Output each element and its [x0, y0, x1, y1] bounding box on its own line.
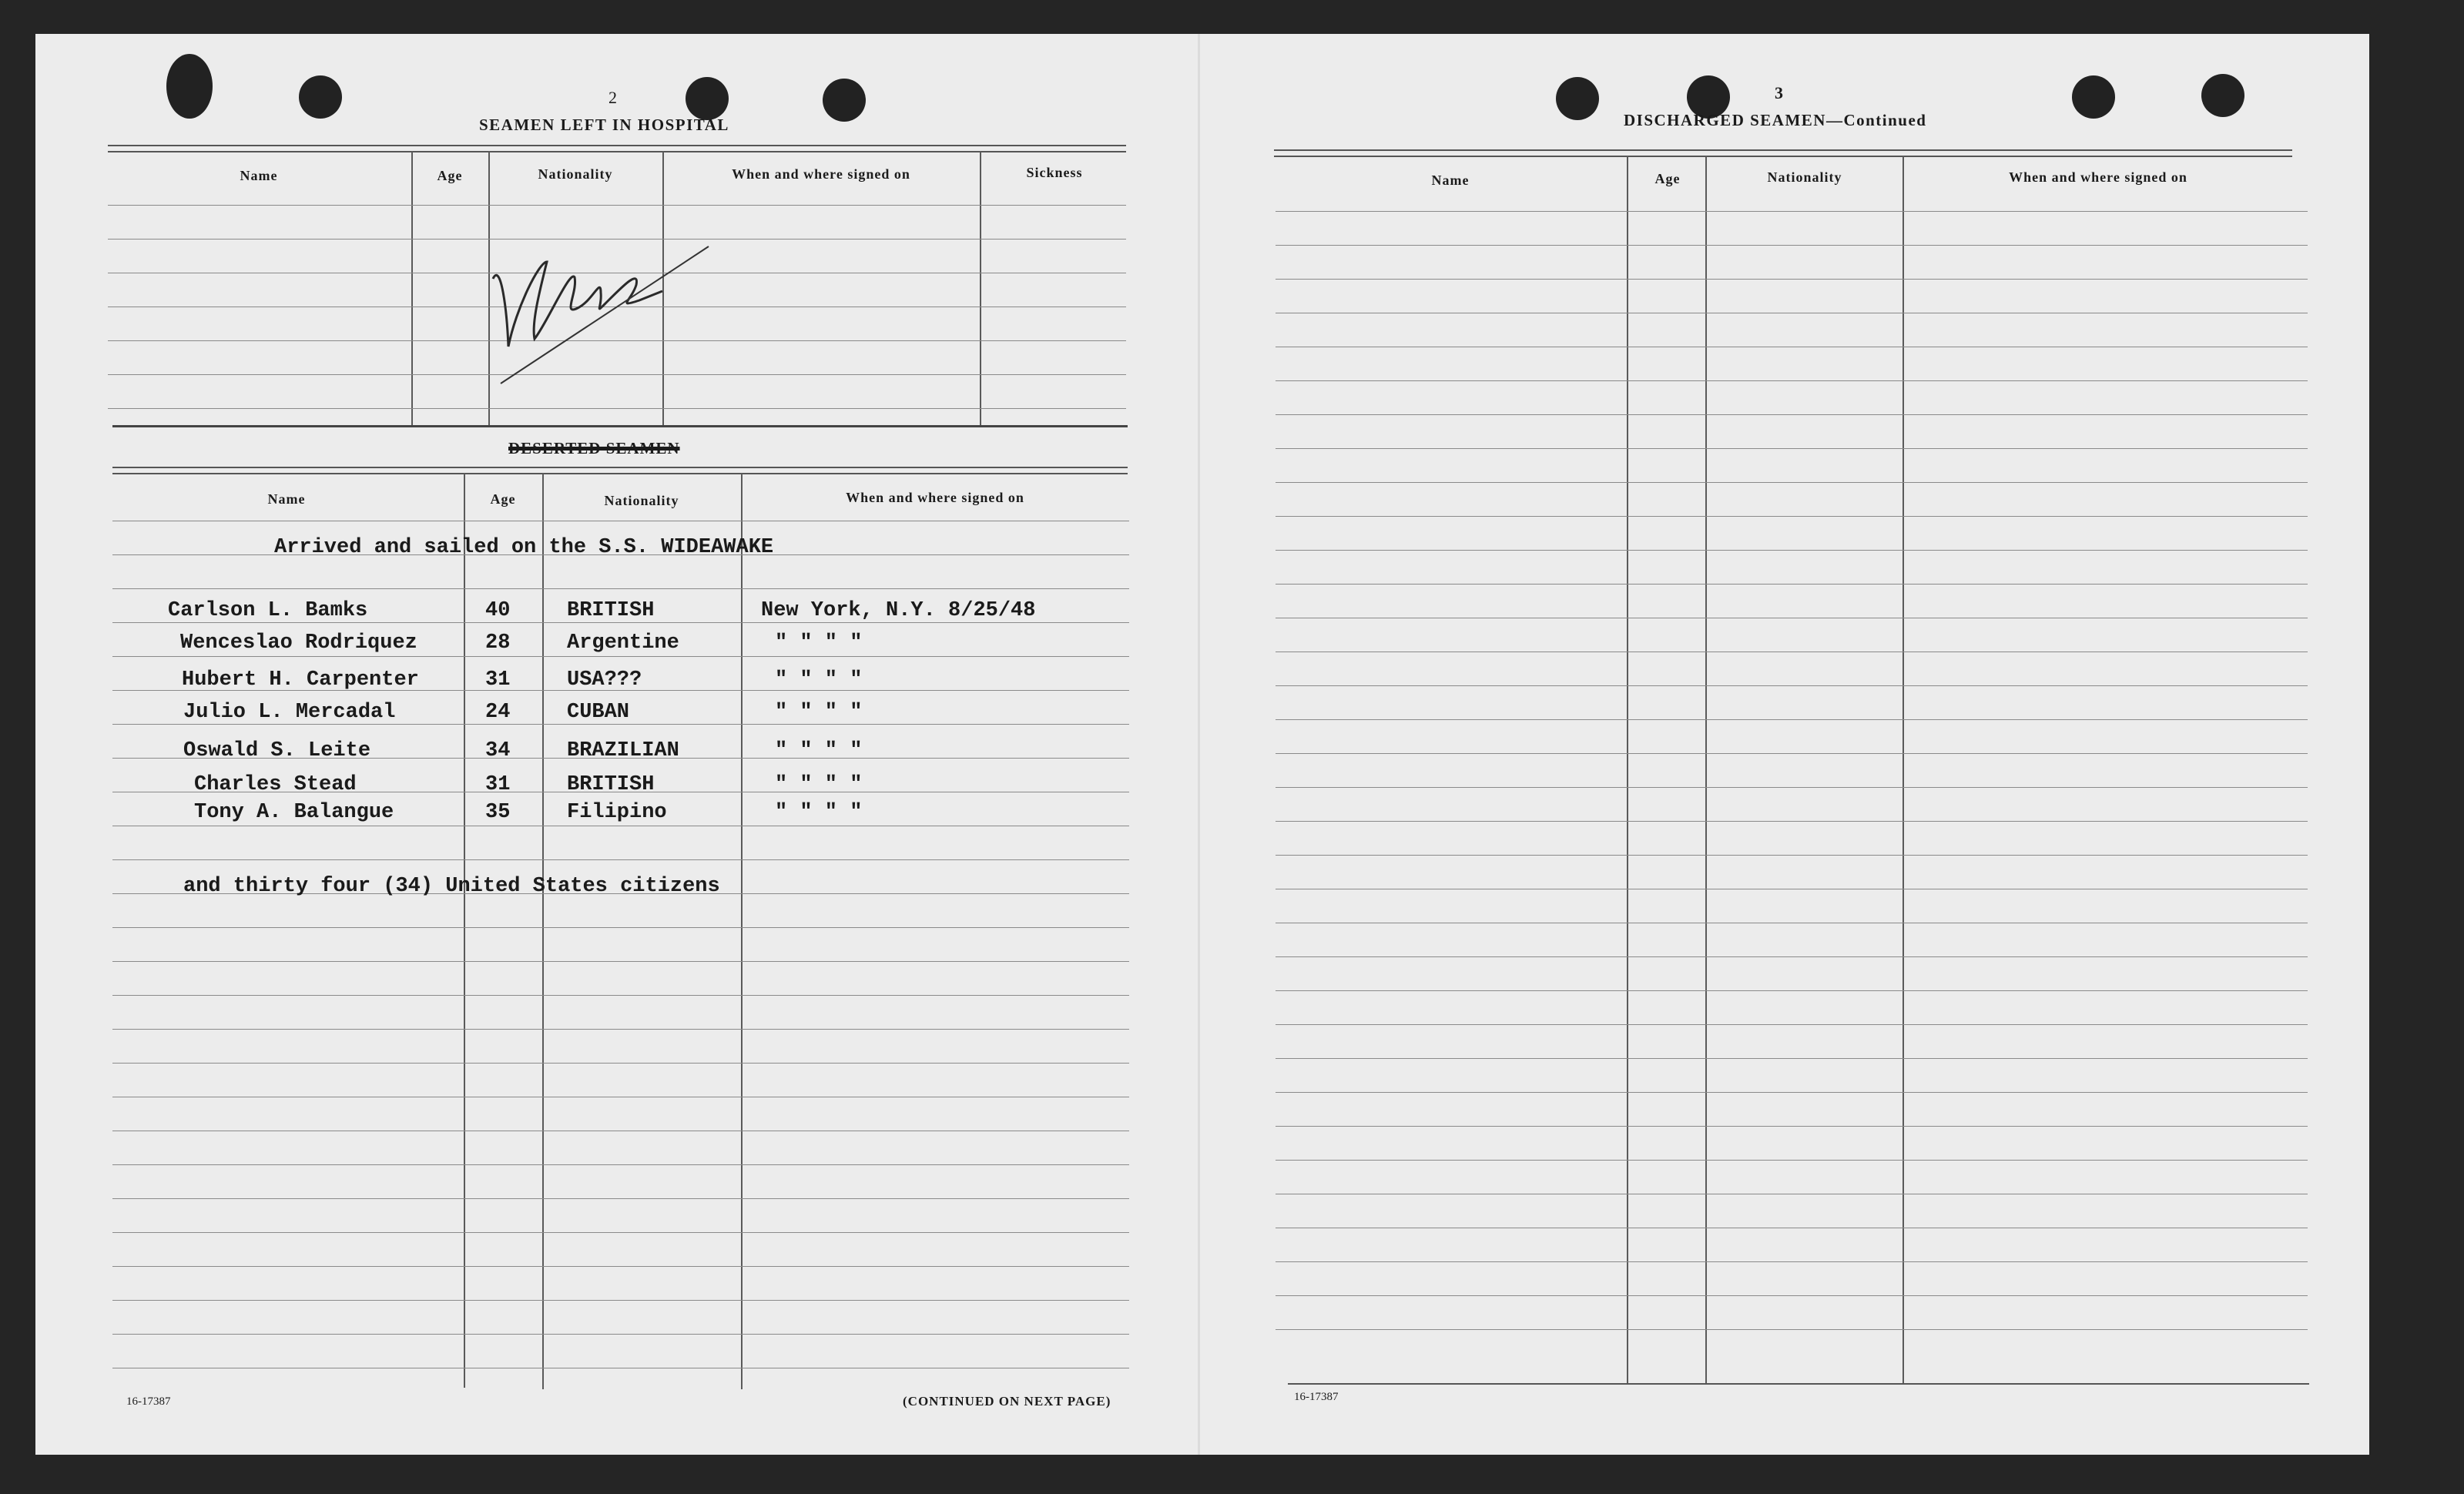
- ruled-line: [112, 1232, 1129, 1233]
- discharged-col-age: Age: [1654, 171, 1681, 186]
- hospital-col-sickness: Sickness: [1026, 165, 1083, 180]
- ruled-line: [1276, 787, 2308, 788]
- ruled-line: [1276, 956, 2308, 957]
- ruled-line: [1276, 719, 2308, 720]
- deserted-rule: [112, 467, 1128, 468]
- deserted-row-nationality: BRITISH: [567, 599, 655, 622]
- discharged-col-divider: [1902, 156, 1904, 1385]
- form-sheet: [35, 34, 2369, 1455]
- discharged-col-divider: [1705, 156, 1707, 1383]
- ruled-line: [1276, 1160, 2308, 1161]
- ruled-line: [1276, 414, 2308, 415]
- ruled-line: [108, 408, 1126, 409]
- punch-hole: [686, 77, 729, 120]
- deserted-row-nationality: Filipino: [567, 801, 667, 824]
- hospital-col-signed: When and where signed on: [732, 166, 910, 182]
- hospital-col-nationality: Nationality: [538, 166, 613, 182]
- ruled-line: [112, 1029, 1129, 1030]
- ruled-line: [1276, 482, 2308, 483]
- hospital-top-rule-2: [108, 151, 1126, 152]
- discharged-col-nationality: Nationality: [1767, 169, 1842, 185]
- ruled-line: [1276, 448, 2308, 449]
- hospital-col-divider: [411, 151, 413, 427]
- ruled-line: [112, 1164, 1129, 1165]
- deserted-row-signed: " " " ": [775, 701, 863, 724]
- ruled-line: [108, 205, 1126, 206]
- deserted-col-signed: When and where signed on: [846, 490, 1024, 505]
- ruled-line: [1276, 1261, 2308, 1262]
- deserted-row-name: Wenceslao Rodriquez: [180, 631, 417, 655]
- deserted-row-nationality: USA???: [567, 668, 642, 692]
- deserted-col-divider: [741, 473, 743, 1389]
- punch-hole: [2072, 75, 2115, 119]
- discharged-col-name: Name: [1431, 173, 1470, 188]
- deserted-row-name: Charles Stead: [194, 773, 357, 796]
- ruled-line: [1276, 245, 2308, 246]
- punch-hole: [1556, 77, 1599, 120]
- deserted-row-nationality: BRITISH: [567, 773, 655, 796]
- ruled-line: [1276, 1024, 2308, 1025]
- deserted-row-signed: " " " ": [775, 773, 863, 796]
- punch-hole: [2201, 74, 2244, 117]
- ruled-line: [112, 1300, 1129, 1301]
- deserted-top-rule: [112, 425, 1128, 427]
- ruled-line: [112, 588, 1129, 589]
- deserted-row-nationality: CUBAN: [567, 701, 630, 724]
- deserted-col-divider: [542, 473, 544, 1389]
- deserted-row-name: Hubert H. Carpenter: [182, 668, 419, 692]
- deserted-heading: DESERTED SEAMEN: [508, 439, 680, 457]
- discharged-bottom-rule: [1288, 1383, 2309, 1385]
- discharged-top-rule: [1274, 149, 2292, 151]
- ruled-line: [112, 724, 1129, 725]
- deserted-row-signed: New York, N.Y. 8/25/48: [761, 599, 1036, 622]
- hospital-heading: SEAMEN LEFT IN HOSPITAL: [479, 116, 729, 134]
- ruled-line: [112, 1266, 1129, 1267]
- hospital-top-rule: [108, 145, 1126, 146]
- ruled-line: [1276, 211, 2308, 212]
- ruled-line: [1276, 990, 2308, 991]
- left-form-code: 16-17387: [126, 1395, 171, 1408]
- deserted-row-signed: " " " ": [775, 801, 863, 824]
- ruled-line: [112, 961, 1129, 962]
- deserted-row-name: Carlson L. Bamks: [168, 599, 368, 622]
- ruled-line: [112, 995, 1129, 996]
- deserted-row-age: 24: [485, 701, 511, 724]
- deserted-closing: and thirty four (34) United States citizens: [183, 875, 720, 898]
- ruled-line: [112, 1063, 1129, 1064]
- deserted-row-age: 31: [485, 668, 511, 692]
- page-number-left: 2: [608, 88, 618, 107]
- ruled-line: [1276, 584, 2308, 585]
- ruled-line: [112, 859, 1129, 860]
- ruled-line: [1276, 1329, 2308, 1330]
- punch-hole: [823, 79, 866, 122]
- ruled-line: [112, 927, 1129, 928]
- ruled-line: [1276, 516, 2308, 517]
- ruled-line: [1276, 1126, 2308, 1127]
- deserted-row-age: 28: [485, 631, 511, 655]
- deserted-row-name: Julio L. Mercadal: [183, 701, 396, 724]
- deserted-row-nationality: Argentine: [567, 631, 679, 655]
- ruled-line: [1276, 1295, 2308, 1296]
- ruled-line: [112, 1198, 1129, 1199]
- deserted-row-age: 35: [485, 801, 511, 824]
- hospital-col-divider: [980, 151, 981, 427]
- deserted-rule-2: [112, 473, 1128, 474]
- ruled-line: [1276, 753, 2308, 754]
- deserted-row-age: 31: [485, 773, 511, 796]
- punch-hole: [299, 75, 342, 119]
- hospital-col-age: Age: [437, 168, 463, 183]
- ruled-line: [112, 622, 1129, 623]
- deserted-row-signed: " " " ": [775, 668, 863, 692]
- ruled-line: [1276, 279, 2308, 280]
- deserted-row-name: Oswald S. Leite: [183, 739, 371, 762]
- handwritten-none: [485, 231, 724, 393]
- deserted-row-age: 40: [485, 599, 511, 622]
- deserted-col-divider: [464, 473, 465, 1388]
- continued-note: (CONTINUED ON NEXT PAGE): [903, 1394, 1111, 1409]
- discharged-heading: DISCHARGED SEAMEN—Continued: [1624, 111, 1927, 129]
- deserted-intro: Arrived and sailed on the S.S. WIDEAWAKE: [274, 536, 774, 559]
- deserted-col-nationality: Nationality: [604, 493, 679, 508]
- page-number-right: 3: [1775, 83, 1784, 102]
- page-fold: [1198, 34, 1200, 1455]
- deserted-row-age: 34: [485, 739, 511, 762]
- deserted-row-name: Tony A. Balangue: [194, 801, 394, 824]
- discharged-col-divider: [1627, 156, 1628, 1383]
- ruled-line: [1276, 821, 2308, 822]
- ruled-line: [1276, 685, 2308, 686]
- punch-hole: [166, 54, 213, 119]
- deserted-col-name: Name: [267, 491, 306, 507]
- discharged-col-signed: When and where signed on: [2009, 169, 2187, 185]
- deserted-col-age: Age: [490, 491, 516, 507]
- deserted-row-signed: " " " ": [775, 739, 863, 762]
- deserted-row-signed: " " " ": [775, 631, 863, 655]
- ruled-line: [1276, 380, 2308, 381]
- ruled-line: [112, 1334, 1129, 1335]
- ruled-line: [1276, 1058, 2308, 1059]
- ruled-line: [1276, 1092, 2308, 1093]
- right-form-code: 16-17387: [1294, 1391, 1339, 1403]
- ruled-line: [1276, 855, 2308, 856]
- hospital-col-name: Name: [240, 168, 278, 183]
- deserted-row-nationality: BRAZILIAN: [567, 739, 679, 762]
- ruled-line: [1276, 550, 2308, 551]
- ruled-line: [112, 656, 1129, 657]
- handwritten-none-graphic: [485, 231, 724, 393]
- discharged-top-rule-2: [1274, 156, 2292, 157]
